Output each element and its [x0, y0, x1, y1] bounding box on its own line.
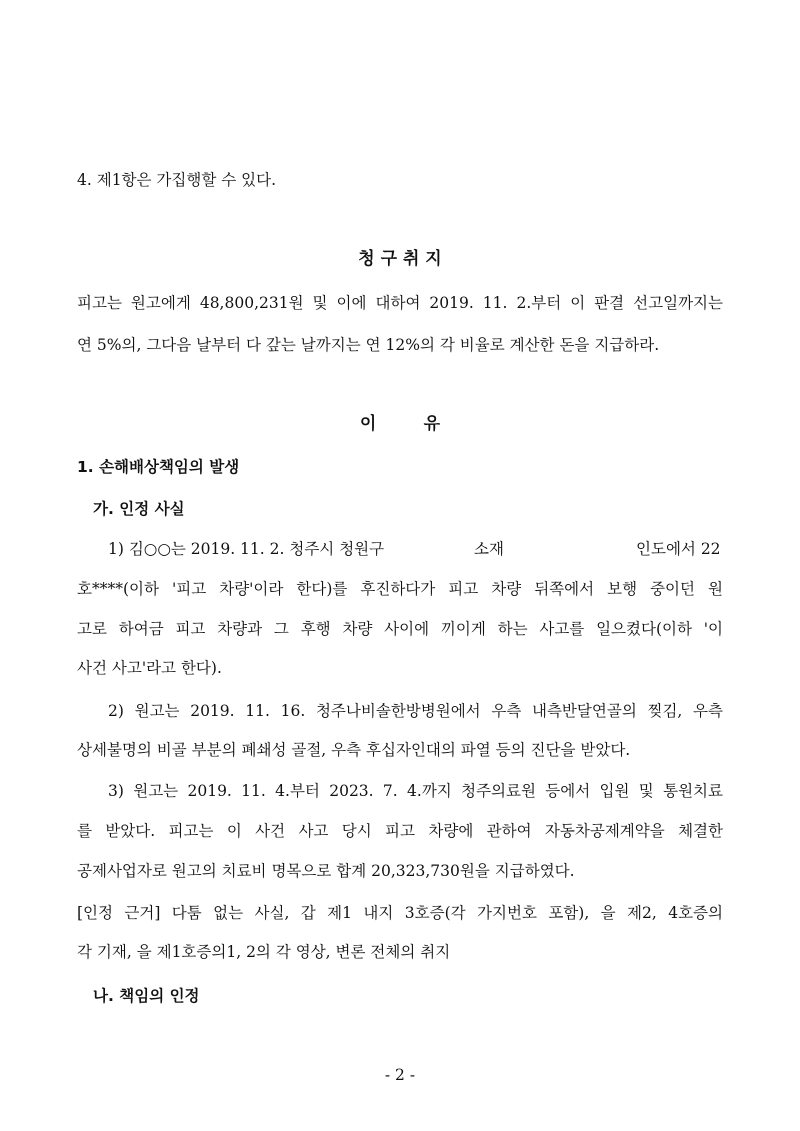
claim-heading: 청 구 취 지	[358, 249, 442, 269]
paragraph-line: 고로 하여금 피고 차량과 그 후행 차량 사이에 끼이게 하는 사고를 일으켰다(이하 '이	[77, 620, 723, 638]
paragraph-line: 2) 원고는 2019. 11. 16. 청주나비솔한방병원에서 우측 내측반달연골의 찢김, 우측	[108, 702, 723, 720]
reason-heading: 이 유	[359, 414, 441, 434]
claim-text-line: 연 5%의, 그다음 날부터 다 갚는 날까지는 연 12%의 각 비율로 계산한 돈을 지급하라.	[77, 336, 660, 354]
page-number: - 2 -	[384, 1066, 416, 1084]
evidence-line: 각 기재, 을 제1호증의1, 2의 각 영상, 변론 전체의 취지	[77, 943, 451, 961]
paragraph-line: 호****(이하 '피고 차량'이라 한다)를 후진하다가 피고 차량 뒤쪽에서 보행 중이던 원	[77, 580, 723, 598]
paragraph-line: 를 받았다. 피고는 이 사건 사고 당시 피고 차량에 관하여 자동차공제계약을 체결한	[77, 822, 723, 840]
paragraph-line: 상세불명의 비골 부분의 폐쇄성 골절, 우측 후십자인대의 파열 등의 진단을 받았다.	[77, 741, 631, 759]
evidence-line: [인정 근거] 다툼 없는 사실, 갑 제1 내지 3호증(각 가지번호 포함), 을 제2, 4호증의	[77, 904, 723, 922]
order-item-4: 4. 제1항은 가집행할 수 있다.	[77, 171, 277, 189]
paragraph-line: 인도에서 22	[636, 540, 721, 558]
paragraph-line: 소재	[474, 540, 504, 558]
paragraph-line: 공제사업자로 원고의 치료비 명목으로 합계 20,323,730원을 지급하였다.	[77, 862, 575, 880]
subsection-heading: 가. 인정 사실	[93, 500, 185, 518]
subsection-heading: 나. 책임의 인정	[93, 987, 200, 1005]
claim-text-line: 피고는 원고에게 48,800,231원 및 이에 대하여 2019. 11. 2.부터 이 판결 선고일까지는	[77, 294, 723, 312]
section-heading: 1. 손해배상책임의 발생	[77, 458, 240, 476]
paragraph-line: 사건 사고'라고 한다).	[77, 659, 222, 677]
paragraph-line: 1) 김○○는 2019. 11. 2. 청주시 청원구	[108, 540, 385, 558]
paragraph-line: 3) 원고는 2019. 11. 4.부터 2023. 7. 4.까지 청주의료원 등에서 입원 및 통원치료	[108, 782, 723, 800]
